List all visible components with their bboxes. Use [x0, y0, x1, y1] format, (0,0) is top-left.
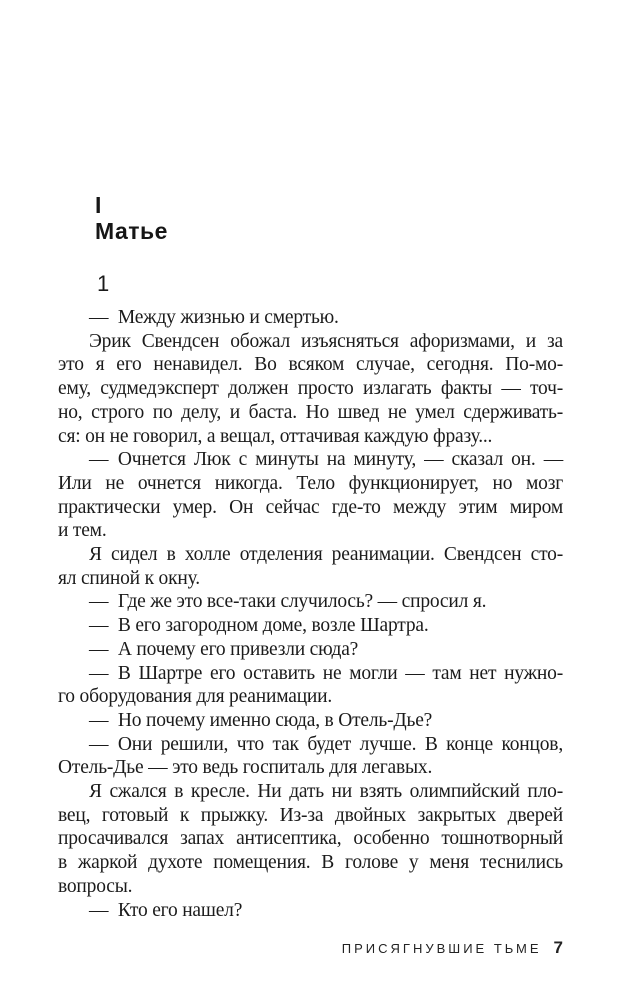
text-line: — В Шартре его оставить не могли — там нет нужно- [89, 662, 563, 684]
text-line: ему, судмедэксперт должен просто излагать факты — точ- [58, 378, 563, 400]
text-line: — В его загородном доме, возле Шартра. [89, 615, 429, 637]
text-line: — А почему его привезли сюда? [89, 638, 359, 660]
text-line: Я сидел в холле отделения реанимации. Свендсен сто- [89, 544, 563, 566]
part-title: Матье [95, 218, 168, 244]
text-line: вопросы. [58, 875, 133, 897]
text-line: это я его ненавидел. Во всяком случае, сегодня. По-мо- [58, 354, 563, 376]
text-line: но, строго по делу, и баста. Но швед не умел сдерживать- [58, 401, 563, 423]
text-line: просачивался запах антисептика, особенно тошнотворный [58, 828, 563, 850]
page-number: 7 [553, 938, 563, 957]
text-line: в жаркой духоте помещения. В голове у меня теснились [58, 852, 563, 874]
text-line: и тем. [58, 520, 107, 542]
text-line: — Где же это все-таки случилось? — спросил я. [89, 591, 487, 613]
section-number: 1 [97, 271, 110, 296]
text-line: вец, готовый к прыжку. Из-за двойных закрытых дверей [58, 804, 563, 826]
running-title: ПРИСЯГНУВШИЕ ТЬМЕ [341, 941, 542, 956]
text-line: — Между жизнью и смертью. [89, 307, 339, 328]
text-line: практически умер. Он сейчас где-то между этим миром [58, 496, 563, 518]
text-line: Эрик Свендсен обожал изъясняться афоризмами, и за [89, 330, 563, 352]
body-text [58, 306, 563, 922]
text-line: Или не очнется никогда. Тело функционирует, но мозг [58, 472, 563, 494]
text-line: ял спиной к окну. [58, 567, 200, 589]
page-footer [342, 938, 563, 958]
part-number: I [95, 192, 102, 218]
text-line: ся: он не говорил, а вещал, оттачивая каждую фразу... [58, 425, 493, 447]
text-line: го оборудования для реанимации. [58, 686, 333, 708]
part-heading [95, 192, 168, 244]
text-line: — Очнется Люк с минуты на минуту, — сказал он. — [89, 449, 563, 471]
text-line: Отель-Дье — это ведь госпиталь для легавых. [58, 757, 433, 779]
text-line: — Кто его нашел? [89, 899, 243, 921]
text-line: — Но почему именно сюда, в Отель-Дье? [89, 709, 433, 731]
text-line: Я сжался в кресле. Ни дать ни взять олимпийский пло- [89, 781, 563, 803]
text-line: — Они решили, что так будет лучше. В конце концов, [89, 733, 563, 755]
